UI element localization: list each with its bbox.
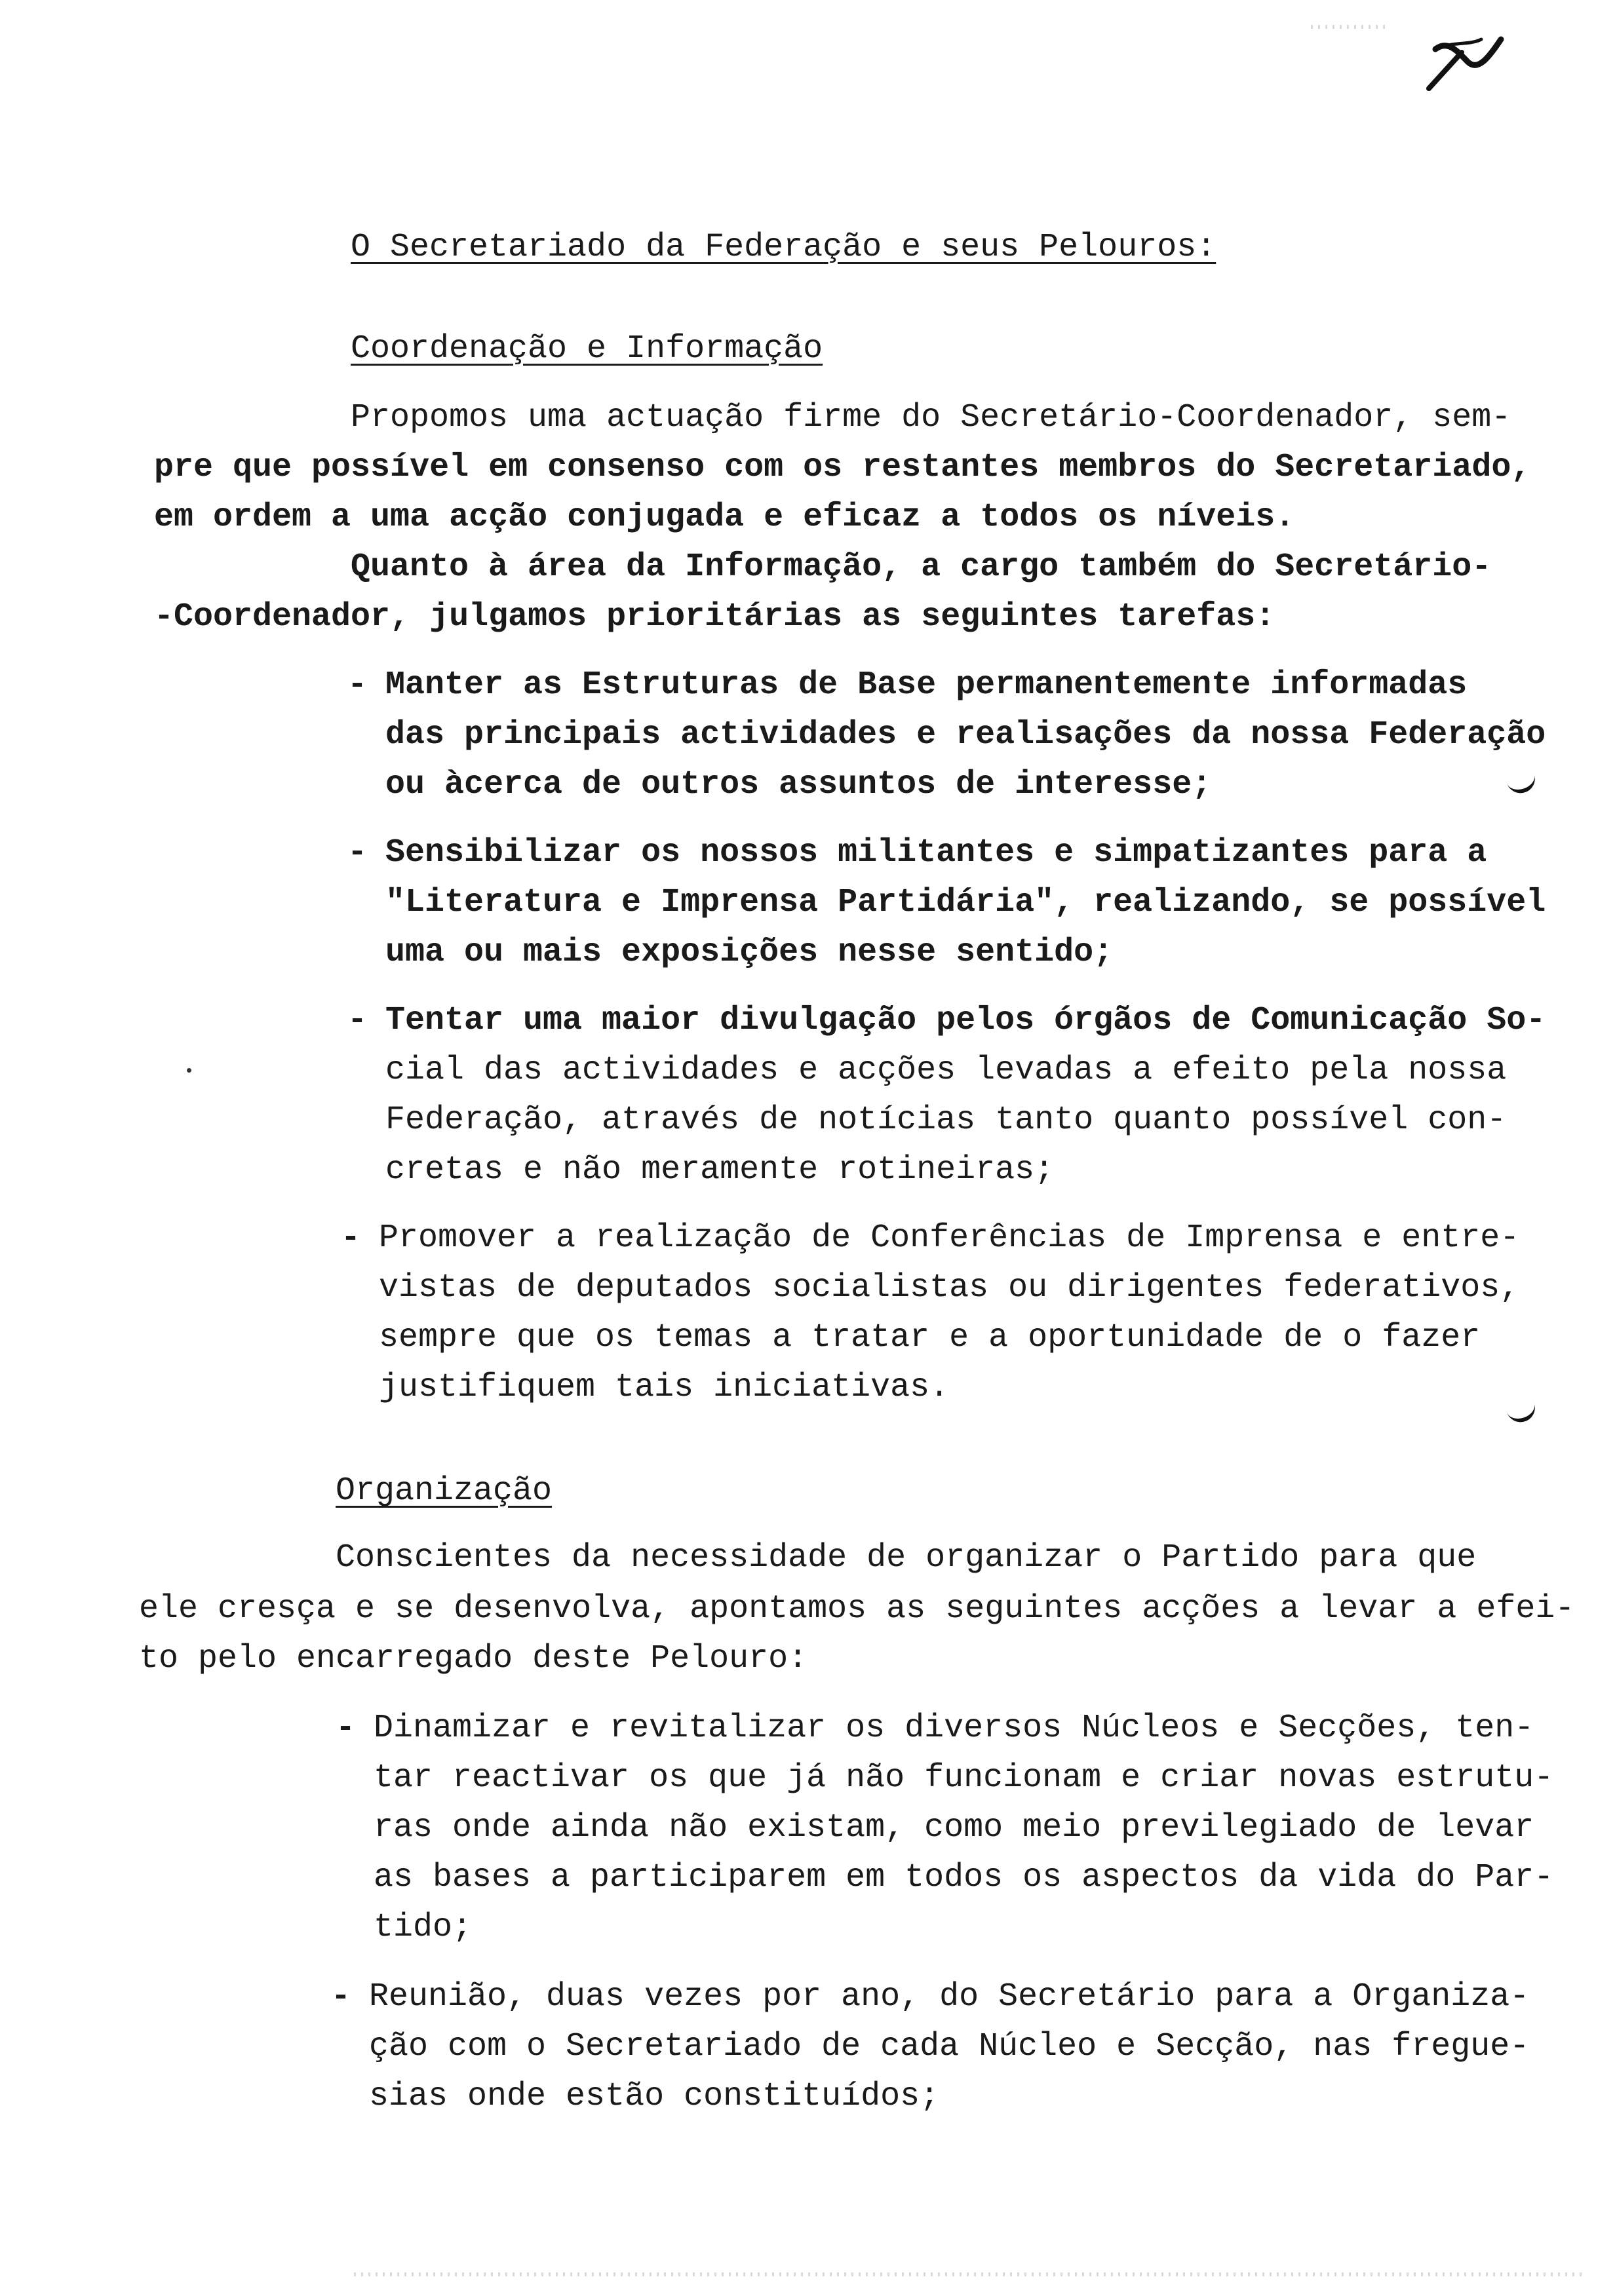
paragraph-line: ele cresça e se desenvolva, apontamos as seguintes acções a levar a efei- — [139, 1590, 1575, 1628]
section-heading-organizacao: Organização — [336, 1472, 553, 1510]
list-item-line: cretas e não meramente rotineiras; — [385, 1151, 1055, 1189]
scan-speck — [187, 1068, 191, 1073]
scan-noise-top — [1311, 25, 1390, 29]
paragraph-line: Conscientes da necessidade de organizar o Partido para que — [336, 1539, 1477, 1577]
tick-mark — [1505, 1398, 1538, 1426]
paragraph-line: -Coordenador, julgamos prioritárias as seguintes tarefas: — [154, 598, 1275, 636]
tick-mark — [1505, 769, 1538, 797]
list-item-line: ção com o Secretariado de cada Núcleo e Secção, nas fregue- — [369, 2028, 1530, 2065]
list-item-line: Federação, através de notícias tanto quanto possível con- — [385, 1101, 1507, 1139]
bullet-dash: - — [347, 834, 368, 871]
page-title: O Secretariado da Federação e seus Pelouros: — [351, 229, 1216, 266]
paragraph-line: pre que possível em consenso com os restantes membros do Secretariado, — [154, 449, 1531, 486]
list-item-line: Manter as Estruturas de Base permanentemente informadas — [385, 666, 1468, 704]
list-item-line: sempre que os temas a tratar e a oportunidade de o fazer — [379, 1319, 1481, 1356]
list-item-line: justifiquem tais iniciativas. — [379, 1369, 950, 1406]
list-item-line: ou àcerca de outros assuntos de interesse; — [385, 766, 1212, 803]
bullet-dash: - — [341, 1219, 361, 1257]
bullet-dash: - — [336, 1710, 356, 1747]
scan-noise-bottom — [354, 2272, 1586, 2276]
section-heading-coordenacao: Coordenação e Informação — [351, 330, 823, 368]
bullet-dash: - — [347, 666, 368, 704]
list-item-line: as bases a participarem em todos os aspectos da vida do Par- — [374, 1859, 1554, 1896]
list-item-line: "Literatura e Imprensa Partidária", realizando, se possível — [385, 884, 1546, 921]
list-item-line: ras onde ainda não existam, como meio previlegiado de levar — [374, 1809, 1534, 1846]
list-item-line: Reunião, duas vezes por ano, do Secretário para a Organiza- — [369, 1978, 1530, 2016]
list-item-line: uma ou mais exposições nesse sentido; — [385, 934, 1114, 971]
paragraph-line: to pelo encarregado deste Pelouro: — [139, 1640, 808, 1677]
handwritten-initials-mark — [1409, 13, 1527, 98]
list-item-line: das principais actividades e realisações da nossa Federação — [385, 716, 1546, 754]
bullet-dash: - — [331, 1978, 351, 2016]
paragraph-line: Propomos uma actuação firme do Secretário-Coordenador, sem- — [351, 399, 1511, 436]
list-item-line: tido; — [374, 1909, 473, 1946]
list-item-line: Promover a realização de Conferências de Imprensa e entre- — [379, 1219, 1520, 1257]
bullet-dash: - — [347, 1002, 368, 1039]
list-item-line: tar reactivar os que já não funcionam e criar novas estrutu- — [374, 1759, 1554, 1797]
list-item-line: cial das actividades e acções levadas a efeito pela nossa — [385, 1052, 1507, 1089]
list-item-line: Dinamizar e revitalizar os diversos Núcleos e Secções, ten- — [374, 1710, 1534, 1747]
paragraph-line: em ordem a uma acção conjugada e eficaz a todos os níveis. — [154, 499, 1295, 536]
list-item-line: Tentar uma maior divulgação pelos órgãos de Comunicação So- — [385, 1002, 1546, 1039]
list-item-line: Sensibilizar os nossos militantes e simpatizantes para a — [385, 834, 1487, 871]
paragraph-line: Quanto à área da Informação, a cargo também do Secretário- — [351, 548, 1492, 586]
list-item-line: sias onde estão constituídos; — [369, 2078, 940, 2115]
list-item-line: vistas de deputados socialistas ou dirigentes federativos, — [379, 1269, 1520, 1307]
